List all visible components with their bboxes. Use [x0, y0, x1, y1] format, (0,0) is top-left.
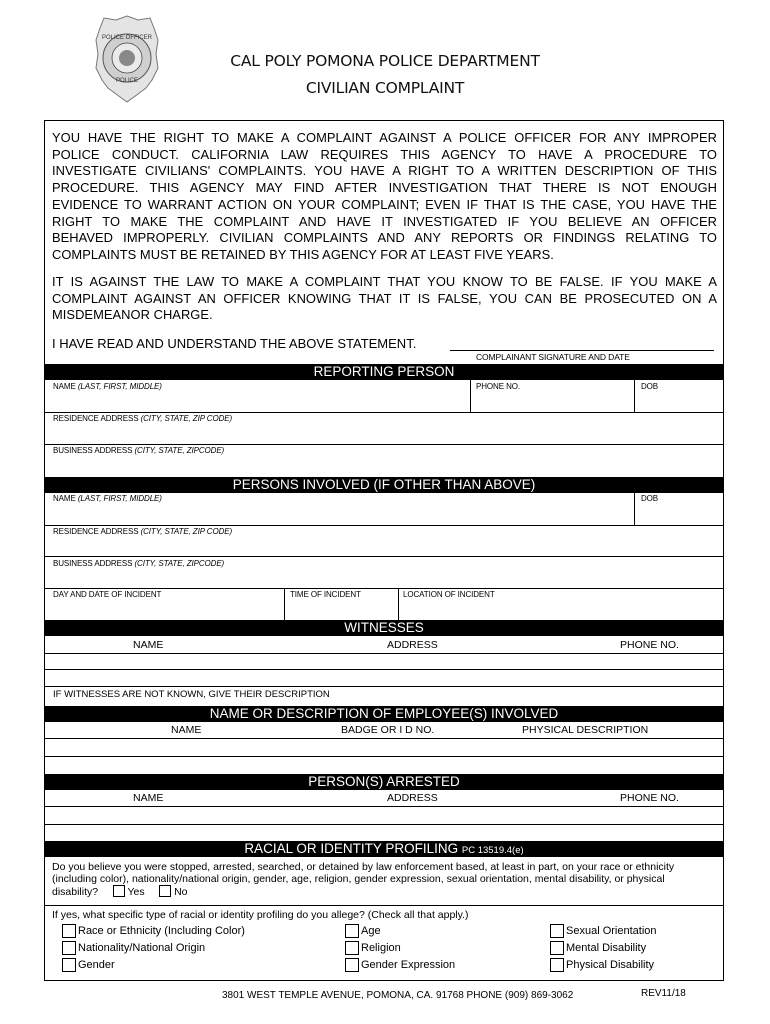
seal-text-bottom: POLICE — [115, 78, 139, 84]
option-label: Gender Expression — [361, 959, 456, 971]
row-line — [45, 588, 723, 589]
option-label: Age — [361, 925, 381, 937]
option-label: Mental Disability — [566, 942, 647, 954]
incident-location-field[interactable]: LOCATION OF INCIDENT — [403, 590, 495, 599]
employee-row[interactable] — [45, 757, 723, 773]
label: NAME — [53, 382, 76, 391]
arrested-phone-column: PHONE NO. — [620, 792, 679, 804]
acknowledgement-statement: I HAVE READ AND UNDERSTAND THE ABOVE STATEMENT. — [52, 336, 417, 351]
hint: (CITY, STATE, ZIPCODE) — [134, 446, 225, 455]
witnesses-heading: WITNESSES — [45, 620, 723, 636]
divider — [284, 588, 285, 620]
employee-description-column: PHYSICAL DESCRIPTION — [522, 724, 649, 736]
reporting-residence-field[interactable] — [53, 414, 232, 423]
hint: (LAST, FIRST, MIDDLE) — [77, 382, 162, 391]
question-line: (including color), nationality/national origin, gender, age, religion, gender expression, sexual orientation, mental disability, or physical — [52, 873, 665, 885]
arrested-address-column: ADDRESS — [387, 792, 438, 804]
employees-heading: NAME OR DESCRIPTION OF EMPLOYEE(S) INVOLVED — [45, 706, 723, 722]
para2-line: COMPLAINT AGAINST AN OFFICER KNOWING THAT IT IS FALSE, YOU CAN BE PROSECUTED ON A — [52, 290, 717, 306]
option-race-ethnicity[interactable] — [62, 924, 245, 938]
para1-line: RIGHT TO MAKE THE COMPLAINT AND HAVE IT INVESTIGATED IF YOU BELIEVE AN OFFICER — [52, 213, 717, 229]
option-gender[interactable] — [62, 958, 115, 972]
option-physical-disability[interactable] — [550, 958, 654, 972]
para1-line: EVIDENCE TO WARRANT ACTION ON YOUR COMPLAINT; EVEN IF THAT IS THE CASE, YOU HAVE THE — [52, 196, 717, 212]
police-badge-seal — [94, 14, 160, 104]
checkbox[interactable] — [345, 958, 359, 972]
option-mental-disability[interactable] — [550, 941, 646, 955]
form-title: CIVILIAN COMPLAINT — [305, 79, 465, 97]
question-line: disability? — [52, 886, 99, 898]
label: BUSINESS ADDRESS — [53, 559, 133, 568]
divider — [634, 380, 635, 412]
employee-badge-column: BADGE OR I D NO. — [341, 724, 435, 736]
incident-date-field[interactable]: DAY AND DATE OF INCIDENT — [53, 590, 162, 599]
profiling-code: PC 13519.4(e) — [461, 845, 524, 856]
profiling-question — [52, 861, 720, 898]
revision-code: REV11/18 — [641, 988, 686, 999]
yes-checkbox[interactable] — [113, 885, 125, 897]
divider — [470, 380, 471, 412]
divider — [398, 588, 399, 620]
para1-line: YOU HAVE THE RIGHT TO MAKE A COMPLAINT AGAINST A POLICE OFFICER FOR ANY IMPROPER — [52, 130, 717, 145]
hint: (LAST, FIRST, MIDDLE) — [77, 494, 162, 503]
label: BUSINESS ADDRESS — [53, 446, 133, 455]
row-line — [45, 525, 723, 526]
para1-line: INVESTIGATE CIVILIANS' COMPLAINTS. YOU HAVE A RIGHT TO A WRITTEN DESCRIPTION OF THIS — [52, 163, 717, 179]
signature-line[interactable] — [450, 350, 714, 351]
department-title: CAL POLY POMONA POLICE DEPARTMENT — [230, 52, 540, 70]
arrested-name-column: NAME — [133, 792, 164, 804]
incident-time-field[interactable]: TIME OF INCIDENT — [290, 590, 361, 599]
no-label: No — [174, 886, 188, 898]
para1-line: BEHAVED IMPROPERLY. CIVILIAN COMPLAINTS AND ANY REPORTS OR FINDINGS RELATING TO — [52, 230, 717, 246]
checkbox[interactable] — [550, 924, 564, 938]
row-line — [45, 686, 723, 687]
witness-address-column: ADDRESS — [387, 639, 438, 651]
persons-involved-heading: PERSONS INVOLVED (IF OTHER THAN ABOVE) — [45, 477, 723, 493]
hint: (CITY, STATE, ZIP CODE) — [140, 414, 233, 423]
checkbox[interactable] — [550, 958, 564, 972]
false-complaint-paragraph — [52, 274, 717, 324]
checkbox[interactable] — [550, 941, 564, 955]
arrested-heading: PERSON(S) ARRESTED — [45, 774, 723, 790]
option-label: Gender — [78, 959, 115, 971]
seal-text-top: POLICE OFFICER — [101, 35, 153, 41]
arrested-row[interactable] — [45, 825, 723, 840]
option-label: Religion — [361, 942, 401, 954]
involved-name-field[interactable] — [53, 494, 162, 503]
checkbox[interactable] — [345, 941, 359, 955]
employee-row[interactable] — [45, 739, 723, 755]
row-line — [45, 444, 723, 445]
option-nationality[interactable] — [62, 941, 205, 955]
profiling-heading — [45, 841, 723, 857]
reporting-dob-field[interactable]: DOB — [641, 382, 659, 391]
row-line — [45, 556, 723, 557]
witness-row[interactable] — [45, 654, 723, 669]
signature-label: COMPLAINANT SIGNATURE AND DATE — [476, 352, 630, 362]
rights-paragraph — [52, 130, 717, 264]
arrested-row[interactable] — [45, 807, 723, 823]
reporting-person-heading: REPORTING PERSON — [45, 364, 723, 380]
profiling-heading-text: RACIAL OR IDENTITY PROFILING — [244, 841, 459, 856]
label: RESIDENCE ADDRESS — [53, 414, 139, 423]
reporting-name-field[interactable] — [53, 382, 162, 391]
employee-name-column: NAME — [171, 724, 202, 736]
footer-address: 3801 WEST TEMPLE AVENUE, POMONA, CA. 91768 PHONE (909) 869-3062 — [222, 990, 574, 1001]
question-line: Do you believe you were stopped, arrested, searched, or detained by law enforcement based, at least in part, on your race or ethnicity — [52, 861, 675, 873]
para1-line: COMPLAINTS MUST BE RETAINED BY THIS AGENCY FOR AT LEAST FIVE YEARS. — [52, 246, 554, 262]
profiling-type-prompt: If yes, what specific type of racial or identity profiling do you allege? (Check all that apply.) — [52, 909, 469, 921]
option-sexual-orientation[interactable] — [550, 924, 657, 938]
option-label: Race or Ethnicity (Including Color) — [78, 925, 245, 937]
para1-line: PROCEDURE. THIS AGENCY MAY FIND AFTER INVESTIGATION THAT THERE IS NOT ENOUGH — [52, 180, 717, 196]
no-checkbox[interactable] — [159, 885, 171, 897]
option-label: Sexual Orientation — [566, 925, 657, 937]
hint: (CITY, STATE, ZIPCODE) — [134, 559, 225, 568]
witness-name-column: NAME — [133, 639, 164, 651]
option-religion[interactable] — [345, 941, 401, 955]
witness-phone-column: PHONE NO. — [620, 639, 679, 651]
involved-dob-field[interactable]: DOB — [641, 494, 659, 503]
reporting-phone-field[interactable]: PHONE NO. — [476, 382, 520, 391]
checkbox[interactable] — [345, 924, 359, 938]
para2-line: MISDEMEANOR CHARGE. — [52, 307, 213, 323]
checkbox[interactable] — [62, 941, 76, 955]
involved-residence-field[interactable] — [53, 527, 232, 536]
witness-description-note: IF WITNESSES ARE NOT KNOWN, GIVE THEIR DESCRIPTION — [53, 689, 330, 700]
option-label: Nationality/National Origin — [78, 942, 206, 954]
para2-line: IT IS AGAINST THE LAW TO MAKE A COMPLAINT THAT YOU KNOW TO BE FALSE. IF YOU MAKE A — [52, 274, 717, 289]
label: RESIDENCE ADDRESS — [53, 527, 139, 536]
label: NAME — [53, 494, 76, 503]
hint: (CITY, STATE, ZIP CODE) — [140, 527, 233, 536]
checkbox[interactable] — [62, 924, 76, 938]
reporting-business-field[interactable] — [53, 446, 224, 455]
para1-line: POLICE CONDUCT. CALIFORNIA LAW REQUIRES THIS AGENCY TO HAVE A PROCEDURE TO — [52, 146, 717, 162]
option-gender-expression[interactable] — [345, 958, 455, 972]
option-age[interactable] — [345, 924, 381, 938]
involved-business-field[interactable] — [53, 559, 224, 568]
row-line — [45, 905, 723, 906]
option-label: Physical Disability — [566, 959, 655, 971]
yes-label: Yes — [127, 886, 145, 898]
divider — [634, 493, 635, 525]
row-line — [45, 412, 723, 413]
witness-row[interactable] — [45, 670, 723, 685]
checkbox[interactable] — [62, 958, 76, 972]
